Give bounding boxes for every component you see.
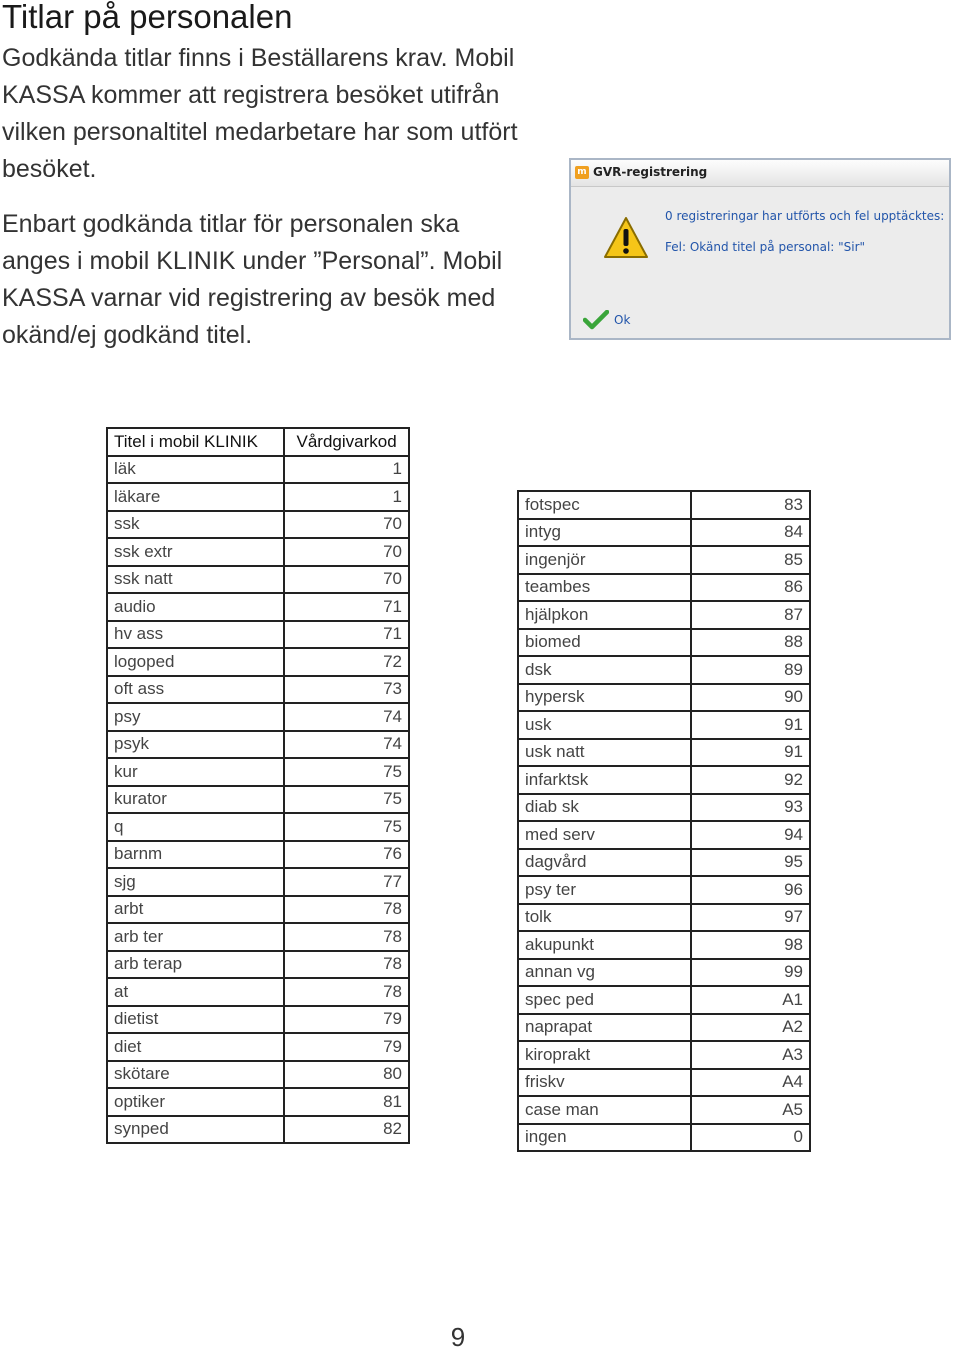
table-row: [518, 711, 810, 739]
title-cell: arb ter: [107, 923, 284, 951]
table-row: [107, 786, 409, 814]
code-cell: 81: [284, 1088, 409, 1116]
code-cell: 70: [284, 566, 409, 594]
table-row: [518, 986, 810, 1014]
page-number: 9: [450, 1322, 466, 1352]
table-row: [107, 896, 409, 924]
code-cell: A1: [691, 986, 810, 1014]
table-row: [518, 904, 810, 932]
code-cell: 90: [691, 684, 810, 712]
title-cell: usk natt: [518, 739, 691, 767]
code-cell: 74: [284, 731, 409, 759]
table-row: [518, 1041, 810, 1069]
ok-button-label: Ok: [614, 313, 631, 327]
title-cell: ssk: [107, 511, 284, 539]
title-cell: oft ass: [107, 676, 284, 704]
table-row: [518, 574, 810, 602]
warning-paragraph: Enbart godkända titlar för personalen ska anges i mobil KLINIK under ”Personal”. Mobil KASSA varnar vid registrering av besök med okänd/ej godkänd titel.: [2, 210, 503, 349]
table-row: [518, 629, 810, 657]
table-row: [107, 978, 409, 1006]
table-row: [518, 519, 810, 547]
table-row: [107, 1088, 409, 1116]
title-cell: psy ter: [518, 876, 691, 904]
title-cell: logoped: [107, 648, 284, 676]
title-cell: kurator: [107, 786, 284, 814]
title-cell: fotspec: [518, 491, 691, 519]
code-cell: 97: [691, 904, 810, 932]
code-cell: 78: [284, 978, 409, 1006]
code-cell: 95: [691, 849, 810, 877]
title-cell: kiroprakt: [518, 1041, 691, 1069]
table-row: [107, 731, 409, 759]
table-row: [107, 1116, 409, 1144]
title-code-table-left: [106, 427, 410, 1144]
code-cell: 73: [284, 676, 409, 704]
code-cell: 77: [284, 868, 409, 896]
page-title: Titlar på personalen: [2, 0, 293, 35]
title-cell: psy: [107, 703, 284, 731]
title-cell: tolk: [518, 904, 691, 932]
table-row: [107, 813, 409, 841]
table-row: [518, 1096, 810, 1124]
title-cell: dagvård: [518, 849, 691, 877]
table-row: [107, 841, 409, 869]
code-cell: 83: [691, 491, 810, 519]
dialog-message-summary: 0 registreringar har utförts och fel upptäcktes:: [665, 209, 945, 223]
title-cell: ssk natt: [107, 566, 284, 594]
code-cell: 70: [284, 511, 409, 539]
title-cell: läkare: [107, 483, 284, 511]
code-cell: A3: [691, 1041, 810, 1069]
table-header-row: [107, 428, 409, 456]
title-cell: diab sk: [518, 794, 691, 822]
title-cell: diet: [107, 1033, 284, 1061]
title-cell: synped: [107, 1116, 284, 1144]
checkmark-icon: [583, 310, 609, 330]
title-cell: infarktsk: [518, 766, 691, 794]
title-cell: skötare: [107, 1061, 284, 1089]
table-row: [107, 868, 409, 896]
code-cell: A2: [691, 1014, 810, 1042]
code-cell: 92: [691, 766, 810, 794]
title-cell: sjg: [107, 868, 284, 896]
table-row: [518, 794, 810, 822]
header-title: Titel i mobil KLINIK: [107, 428, 284, 456]
code-cell: 86: [691, 574, 810, 602]
code-cell: 75: [284, 813, 409, 841]
title-cell: at: [107, 978, 284, 1006]
table-row: [107, 923, 409, 951]
code-cell: 1: [284, 483, 409, 511]
title-cell: läk: [107, 456, 284, 484]
title-cell: dsk: [518, 656, 691, 684]
header-code: Vårdgivarkod: [284, 428, 409, 456]
table-row: [518, 849, 810, 877]
code-cell: 71: [284, 593, 409, 621]
ok-button[interactable]: [583, 310, 653, 330]
title-cell: hypersk: [518, 684, 691, 712]
table-row: [107, 951, 409, 979]
code-cell: 94: [691, 821, 810, 849]
title-cell: q: [107, 813, 284, 841]
code-cell: 78: [284, 896, 409, 924]
title-cell: teambes: [518, 574, 691, 602]
code-cell: A4: [691, 1069, 810, 1097]
code-cell: 78: [284, 923, 409, 951]
table-row: [518, 766, 810, 794]
table-row: [518, 601, 810, 629]
code-cell: 99: [691, 959, 810, 987]
table-row: [518, 931, 810, 959]
table-row: [107, 621, 409, 649]
code-cell: 76: [284, 841, 409, 869]
title-cell: hjälpkon: [518, 601, 691, 629]
title-cell: intyg: [518, 519, 691, 547]
table-row: [107, 593, 409, 621]
title-cell: biomed: [518, 629, 691, 657]
code-cell: 75: [284, 758, 409, 786]
title-cell: barnm: [107, 841, 284, 869]
table-row: [518, 1124, 810, 1152]
table-row: [518, 1014, 810, 1042]
code-cell: 74: [284, 703, 409, 731]
code-cell: 1: [284, 456, 409, 484]
code-cell: 84: [691, 519, 810, 547]
table-row: [518, 491, 810, 519]
title-cell: arb terap: [107, 951, 284, 979]
title-cell: ingen: [518, 1124, 691, 1152]
table-row: [518, 546, 810, 574]
title-cell: arbt: [107, 896, 284, 924]
intro-paragraph: Godkända titlar finns i Beställarens krav. Mobil KASSA kommer att registrera besöket utifrån vilken personaltitel medarbetare har som utfört besöket.: [2, 44, 518, 183]
table-row: [107, 456, 409, 484]
table-row: [518, 739, 810, 767]
title-cell: annan vg: [518, 959, 691, 987]
code-cell: 89: [691, 656, 810, 684]
table-row: [107, 538, 409, 566]
title-code-table-right: [517, 490, 811, 1152]
title-cell: friskv: [518, 1069, 691, 1097]
table-row: [107, 1061, 409, 1089]
table-row: [107, 703, 409, 731]
code-cell: 87: [691, 601, 810, 629]
table-row: [518, 656, 810, 684]
table-row: [107, 1033, 409, 1061]
title-cell: case man: [518, 1096, 691, 1124]
table-row: [518, 876, 810, 904]
table-row: [518, 821, 810, 849]
code-cell: 70: [284, 538, 409, 566]
code-cell: 79: [284, 1006, 409, 1034]
dialog-title: GVR-registrering: [593, 165, 708, 179]
title-cell: spec ped: [518, 986, 691, 1014]
code-cell: 85: [691, 546, 810, 574]
title-cell: ssk extr: [107, 538, 284, 566]
code-cell: 96: [691, 876, 810, 904]
code-cell: 0: [691, 1124, 810, 1152]
app-icon: m: [575, 166, 589, 179]
table-row: [518, 684, 810, 712]
title-cell: psyk: [107, 731, 284, 759]
title-cell: optiker: [107, 1088, 284, 1116]
gvr-registration-dialog: [569, 158, 951, 340]
code-cell: 82: [284, 1116, 409, 1144]
code-cell: A5: [691, 1096, 810, 1124]
warning-icon: [603, 216, 649, 260]
table-row: [107, 566, 409, 594]
code-cell: 88: [691, 629, 810, 657]
code-cell: 93: [691, 794, 810, 822]
title-cell: usk: [518, 711, 691, 739]
title-cell: kur: [107, 758, 284, 786]
code-cell: 72: [284, 648, 409, 676]
title-cell: hv ass: [107, 621, 284, 649]
table-row: [107, 511, 409, 539]
table-row: [107, 483, 409, 511]
title-cell: dietist: [107, 1006, 284, 1034]
code-cell: 71: [284, 621, 409, 649]
title-cell: ingenjör: [518, 546, 691, 574]
code-cell: 75: [284, 786, 409, 814]
table-row: [107, 1006, 409, 1034]
code-cell: 91: [691, 711, 810, 739]
title-cell: med serv: [518, 821, 691, 849]
title-cell: naprapat: [518, 1014, 691, 1042]
dialog-message-error: Fel: Okänd titel på personal: "Sir": [665, 240, 866, 254]
table-row: [518, 1069, 810, 1097]
table-row: [107, 648, 409, 676]
title-cell: audio: [107, 593, 284, 621]
code-cell: 98: [691, 931, 810, 959]
code-cell: 78: [284, 951, 409, 979]
dialog-titlebar: [571, 160, 949, 187]
table-row: [107, 676, 409, 704]
code-cell: 80: [284, 1061, 409, 1089]
table-row: [518, 959, 810, 987]
title-cell: akupunkt: [518, 931, 691, 959]
code-cell: 79: [284, 1033, 409, 1061]
table-row: [107, 758, 409, 786]
code-cell: 91: [691, 739, 810, 767]
